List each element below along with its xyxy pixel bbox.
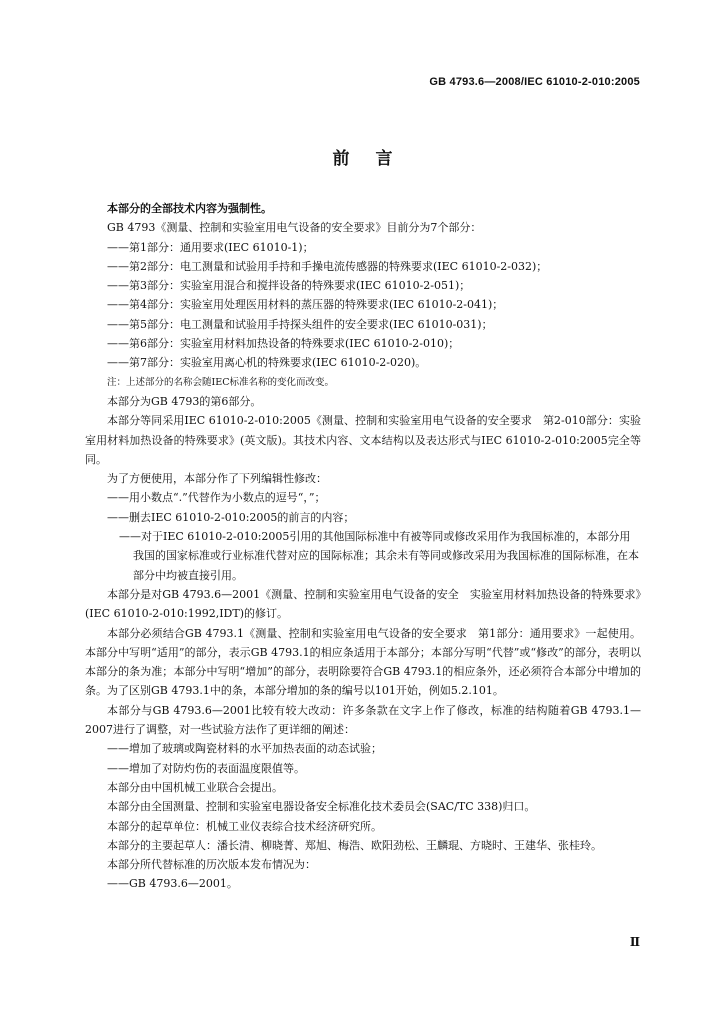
list-item: ——对于IEC 61010-2-010:2005引用的其他国际标准中有被等同或修改采用作为我国标准的，本部分用我国的国家标准或行业标准代替对应的国际标准；其余未有等同或修改采用为我国标准的国际标准，在本部分中均被直接引用。: [119, 530, 639, 582]
paragraph: 本部分由全国测量、控制和实验室电器设备安全标准化技术委员会(SAC/TC 338)归口。: [107, 800, 536, 814]
mandatory-statement: 本部分的全部技术内容为强制性。: [107, 202, 272, 215]
paragraph-parts-intro: GB 4793《测量、控制和实验室用电气设备的安全要求》目前分为7个部分：: [107, 221, 482, 235]
page-number: Ⅱ: [629, 935, 640, 949]
list-item: ——第2部分：电工测量和试验用手持和手操电流传感器的特殊要求(IEC 61010-2-032)；: [107, 259, 548, 273]
paragraph: 本部分是对GB 4793.6—2001《测量、控制和实验室用电气设备的安全 实验室用材料加热设备的特殊要求》(IEC 61010-2-010:1992,IDT)的修订。: [85, 587, 641, 621]
list-item: ——第7部分：实验室用离心机的特殊要求(IEC 61010-2-020)。: [107, 356, 427, 370]
list-item: ——第6部分：实验室用材料加热设备的特殊要求(IEC 61010-2-010)；: [107, 337, 460, 351]
paragraph: 本部分等同采用IEC 61010-2-010:2005《测量、控制和实验室用电气设备的安全要求 第2-010部分：实验室用材料加热设备的特殊要求》(英文版)。其技术内容、文本结构以及表达形式与IEC 61010-2-010:2005完全等同。: [85, 414, 641, 466]
list-item: ——第3部分：实验室用混合和搅拌设备的特殊要求(IEC 61010-2-051)；: [107, 279, 471, 293]
paragraph: 本部分由中国机械工业联合会提出。: [107, 780, 283, 794]
list-item: ——第5部分：电工测量和试验用手持探头组件的安全要求(IEC 61010-031)；: [107, 317, 493, 331]
paragraph: 本部分的起草单位：机械工业仪表综合技术经济研究所。: [107, 819, 382, 833]
list-item: ——增加了对防灼伤的表面温度限值等。: [107, 761, 305, 775]
paragraph: 本部分与GB 4793.6—2001比较有较大改动：许多条款在文字上作了修改，标准的结构随着GB 4793.1—2007进行了调整，对一些试验方法作了更详细的阐述：: [85, 703, 641, 737]
paragraph: 本部分必须结合GB 4793.1《测量、控制和实验室用电气设备的安全要求 第1部分：通用要求》一起使用。本部分中写明“适用”的部分，表示GB 4793.1的相应条适用于本部分；本部分写明“代替”或“修改”的部分，表明以本部分的条为准；本部分中写明“增加”的部分，表明除要符合GB 4793.1的相应条外，还必须符合本部分中增加的条。为了区别GB 4793.1中的条，本部分增加的条的编号以101开始，例如5.2.101。: [85, 626, 641, 698]
list-item: ——删去IEC 61010-2-010:2005的前言的内容；: [107, 510, 355, 524]
list-item: ——用小数点“.”代替作为小数点的逗号“，”；: [107, 491, 326, 505]
paragraph: 本部分所代替标准的历次版本发布情况为：: [107, 858, 316, 872]
paragraph: 本部分为GB 4793的第6部分。: [107, 394, 262, 408]
list-item: ——第1部分：通用要求(IEC 61010-1)；: [107, 240, 314, 254]
note: 注：上述部分的名称会随IEC标准名称的变化而改变。: [107, 376, 334, 388]
list-item: ——GB 4793.6—2001。: [107, 877, 238, 891]
list-item: ——增加了玻璃或陶瓷材料的水平加热表面的动态试验；: [107, 742, 382, 756]
list-item: ——第4部分：实验室用处理医用材料的蒸压器的特殊要求(IEC 61010-2-041)；: [107, 298, 504, 312]
paragraph: 本部分的主要起草人：潘长清、柳晓菁、郑旭、梅浩、欧阳劲松、王麟琨、方晓时、王建华、张桂玲。: [107, 838, 602, 852]
standard-number-header: GB 4793.6—2008/IEC 61010-2-010:2005: [429, 76, 640, 88]
paragraph: 为了方便使用，本部分作了下列编辑性修改：: [107, 472, 327, 486]
foreword-body: [85, 199, 641, 894]
page-title: 前言: [332, 149, 419, 169]
